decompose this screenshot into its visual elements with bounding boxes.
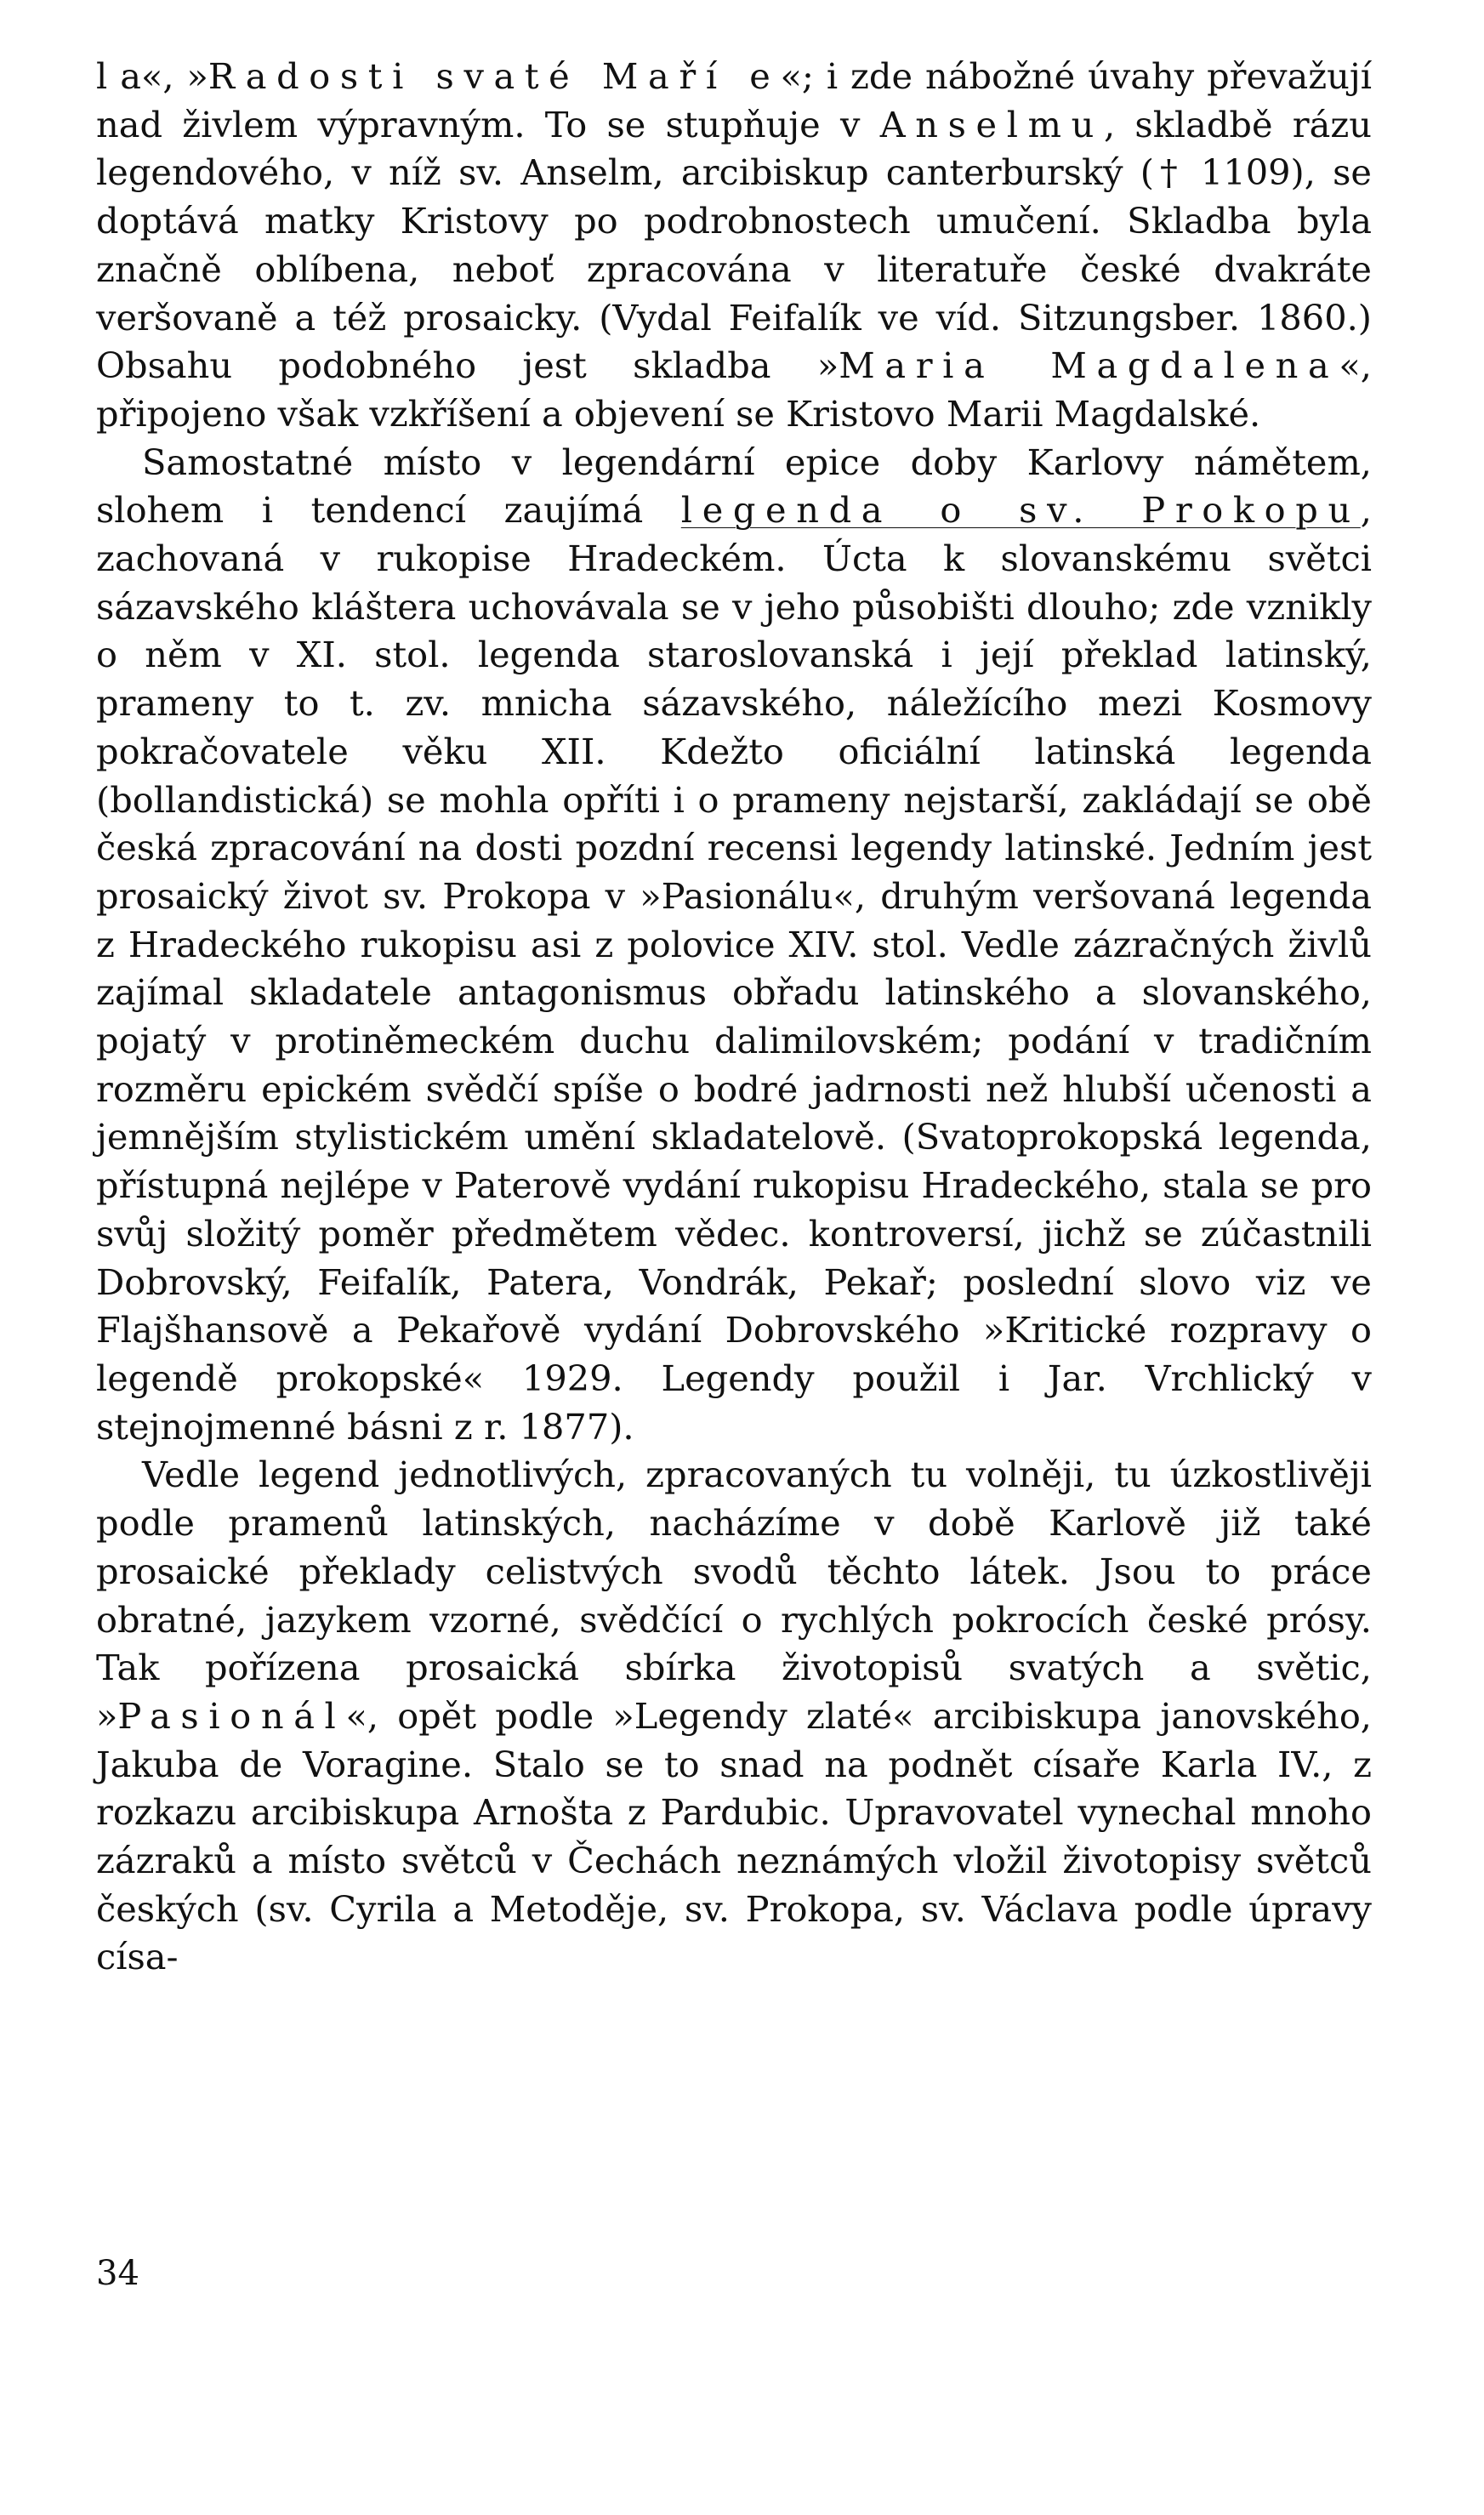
spaced-title-prokop: legenda o sv. Prokopu bbox=[680, 489, 1361, 532]
text-run: Samostatné místo v legendární epice doby Karlovy námětem, slohem i tendencí zaujímá bbox=[96, 441, 1372, 532]
text-run: , skladbě rázu legendového, v níž sv. Anselm, arcibiskup canterburský († 1109), se doptává matky Kristovy po podrobnostech umučení. Skladba byla značně oblíbena, neboť zpracována v literatuře české dvakráte veršovaně a též prosaicky. (Vydal Feifalík ve víd. Sitzungsber. 1860.) Obsahu podobného jest skladba » bbox=[96, 103, 1372, 387]
page-body bbox=[96, 53, 1372, 1982]
paragraph-prokop bbox=[96, 439, 1372, 1452]
page-number: 34 bbox=[96, 2254, 139, 2293]
text-run: , zachovaná v rukopise Hradeckém. Úcta k slovanskému světci sázavského kláštera uchovávala se v jeho působišti dlouho; zde vznikly o něm v XI. stol. legenda staroslovanská i její překlad latinský, prameny to t. zv. mnicha sázavského, náležícího mezi Kosmovy pokračovatele věku XII. Kdežto oficiální latinská legenda (bollandistická) se mohla opříti i o prameny nejstarší, zakládají se obě česká zpracování na dosti pozdní recensi legendy latinské. Jedním jest prosaický život sv. Prokopa v »Pasionálu«, druhým veršovaná legenda z Hradeckého rukopisu asi z polovice XIV. stol. Vedle zázračných živlů zajímal skladatele antagonismus obřadu latinského a slovanského, pojatý v protiněmeckém duchu dalimilovském; podání v tradičním rozměru epickém svědčí spíše o bodré jadrnosti než hlubší učenosti a jemnějším stylistickém umění skladatelově. (Svatoprokopská legenda, přístupná nejlépe v Paterově vydání rukopisu Hradeckého, stala se pro svůj složitý poměr předmětem vědec. kontroversí, jichž se zúčastnili Dobrovský, Feifalík, Patera, Vondrák, Pekař; poslední slovo viz ve Flajšhansově a Pekařově vydání Dobrovského »Kritické rozpravy o legendě prokopské« 1929. Legendy použil i Jar. Vrchlický v stejnojmenné básni z r. 1877). bbox=[96, 489, 1372, 1448]
text-run: l a«, » bbox=[96, 55, 208, 97]
text-run: Vedle legend jednotlivých, zpracovaných tu volněji, tu úzkostlivěji podle pramenů latinských, nacházíme v době Karlově již také prosaické překlady celistvých svodů těchto látek. Jsou to práce obratné, jazykem vzorné, svědčící o rychlých pokrocích české prósy. Tak pořízena prosaická sbírka životopisů svatých a světic, » bbox=[96, 1454, 1372, 1737]
spaced-title-anselmus: Anselmu bbox=[879, 103, 1104, 145]
text-run: «, opět podle »Legendy zlaté« arcibiskupa janovského, Jakuba de Voragine. Stalo se to snad na podnět císaře Karla IV., z rozkazu arcibiskupa Arnošta z Pardubic. Upravovatel vynechal mnoho zázraků a místo světců v Čechách neznámých vložil životopisy světců českých (sv. Cyrila a Metoděje, sv. Prokopa, sv. Václava podle úpravy císa- bbox=[96, 1694, 1372, 1978]
spaced-title-magdalena: Maria Magdalena bbox=[839, 344, 1339, 387]
spaced-title-pasional: Pasionál bbox=[117, 1694, 346, 1737]
text-run: «, připojeno však vzkříšení a objevení se Kristovo Marii Magdalské. bbox=[96, 344, 1372, 435]
spaced-title-radosti: Radosti svaté Maří e bbox=[208, 55, 781, 97]
text-run: «; i zde nábožné úvahy převažují nad živlem výpravným. To se stupňuje v bbox=[96, 55, 1373, 145]
paragraph-anselm bbox=[96, 53, 1372, 439]
paragraph-pasional bbox=[96, 1451, 1372, 1982]
